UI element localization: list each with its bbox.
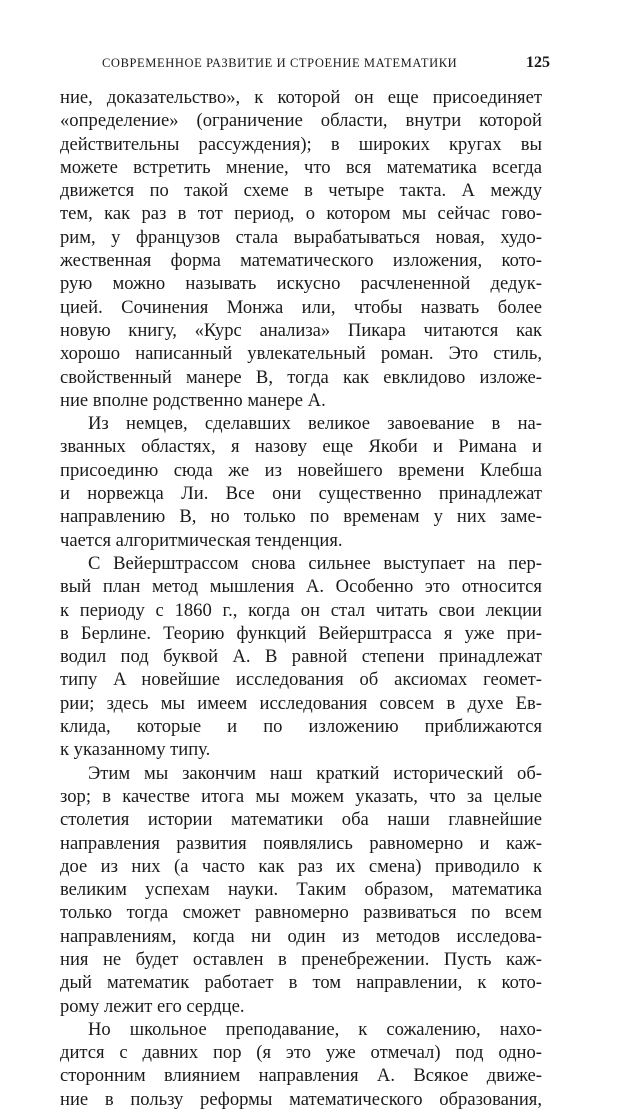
body-text bbox=[60, 86, 542, 1111]
text-line: жественная форма математического изложения, кото- bbox=[60, 250, 542, 272]
text-line: ние в пользу реформы математического образования, bbox=[60, 1088, 542, 1110]
text-line: столетия истории математики оба наши главнейшие bbox=[60, 809, 542, 831]
text-line: движется по такой схеме в четыре такта. А между bbox=[60, 180, 542, 202]
text-line: рим, у французов стала вырабатываться новая, худо- bbox=[60, 226, 542, 248]
text-line: клида, которые и по изложению приближаются bbox=[60, 716, 542, 738]
text-line: к периоду с 1860 г., когда он стал читать свои лекции bbox=[60, 599, 542, 621]
text-line: С Вейерштрассом снова сильнее выступает на пер- bbox=[88, 552, 542, 574]
page-number: 125 bbox=[526, 54, 550, 71]
text-line: действительны рассуждения); в широких кругах вы bbox=[60, 133, 542, 155]
text-line: Но школьное преподавание, к сожалению, нахо- bbox=[88, 1018, 542, 1040]
text-line: рую можно называть искусно расчлененной дедук- bbox=[60, 273, 542, 295]
text-line: рому лежит его сердце. bbox=[60, 995, 245, 1017]
text-line: ния не будет оставлен в пренебрежении. Пусть каж- bbox=[60, 948, 542, 970]
text-line: Из немцев, сделавших великое завоевание в на- bbox=[88, 413, 542, 435]
text-line: водил под буквой A. В равной степени принадлежат bbox=[60, 646, 542, 668]
text-line: в Берлине. Теорию функций Вейерштрасса я уже при- bbox=[60, 622, 542, 644]
text-line: званных областях, я назову еще Якоби и Римана и bbox=[60, 436, 542, 458]
text-line: к указанному типу. bbox=[60, 739, 211, 761]
text-line: тем, как раз в тот период, о котором мы сейчас гово- bbox=[60, 203, 542, 225]
text-line: и норвежца Ли. Все они существенно принадлежат bbox=[60, 483, 542, 505]
text-line: свойственный манере B, тогда как евклидово изложе- bbox=[60, 366, 542, 388]
text-line: вый план метод мышления A. Особенно это относится bbox=[60, 576, 542, 598]
text-line: направления развития появлялись равномерно и каж- bbox=[60, 832, 542, 854]
text-line: цией. Сочинения Монжа или, чтобы назвать более bbox=[60, 296, 542, 318]
text-line: великим успехам науки. Таким образом, математика bbox=[60, 879, 542, 901]
text-line: только тогда сможет равномерно развиваться по всем bbox=[60, 902, 542, 924]
text-line: хорошо написанный увлекательный роман. Это стиль, bbox=[60, 343, 542, 365]
running-title: СОВРЕМЕННОЕ РАЗВИТИЕ И СТРОЕНИЕ МАТЕМАТИКИ bbox=[102, 56, 458, 70]
text-line: «определение» (ограничение области, внутри которой bbox=[60, 110, 542, 132]
text-line: типу A новейшие исследования об аксиомах геомет- bbox=[60, 669, 542, 691]
page-header bbox=[102, 56, 550, 80]
text-line: ние, доказательство», к которой он еще присоединяет bbox=[60, 87, 542, 108]
text-line: новую книгу, «Курс анализа» Пикара читаются как bbox=[60, 319, 542, 341]
text-line: рии; здесь мы имеем исследования совсем в духе Ев- bbox=[60, 692, 542, 714]
text-line: чается алгоритмическая тенденция. bbox=[60, 529, 343, 551]
text-line: дится с давних пор (я это уже отмечал) под одно- bbox=[60, 1042, 542, 1064]
text-line: Этим мы закончим наш краткий исторический об- bbox=[88, 762, 542, 784]
text-line: направлению B, но только по временам у них заме- bbox=[60, 506, 542, 528]
text-line: зор; в качестве итога мы можем указать, что за целые bbox=[60, 785, 542, 807]
text-line: сторонним влиянием направления A. Всякое движе- bbox=[60, 1065, 542, 1087]
text-line: дый математик работает в том направлении, к кото- bbox=[60, 972, 542, 994]
text-line: направлениям, когда ни один из методов исследова- bbox=[60, 925, 542, 947]
text-line: дое из них (а часто как раз их смена) приводило к bbox=[60, 855, 542, 877]
text-line: можете встретить мнение, что вся математика всегда bbox=[60, 156, 542, 178]
text-line: присоединю сюда же из новейшего времени Клебша bbox=[60, 459, 542, 481]
text-line: ние вполне родственно манере A. bbox=[60, 389, 326, 411]
